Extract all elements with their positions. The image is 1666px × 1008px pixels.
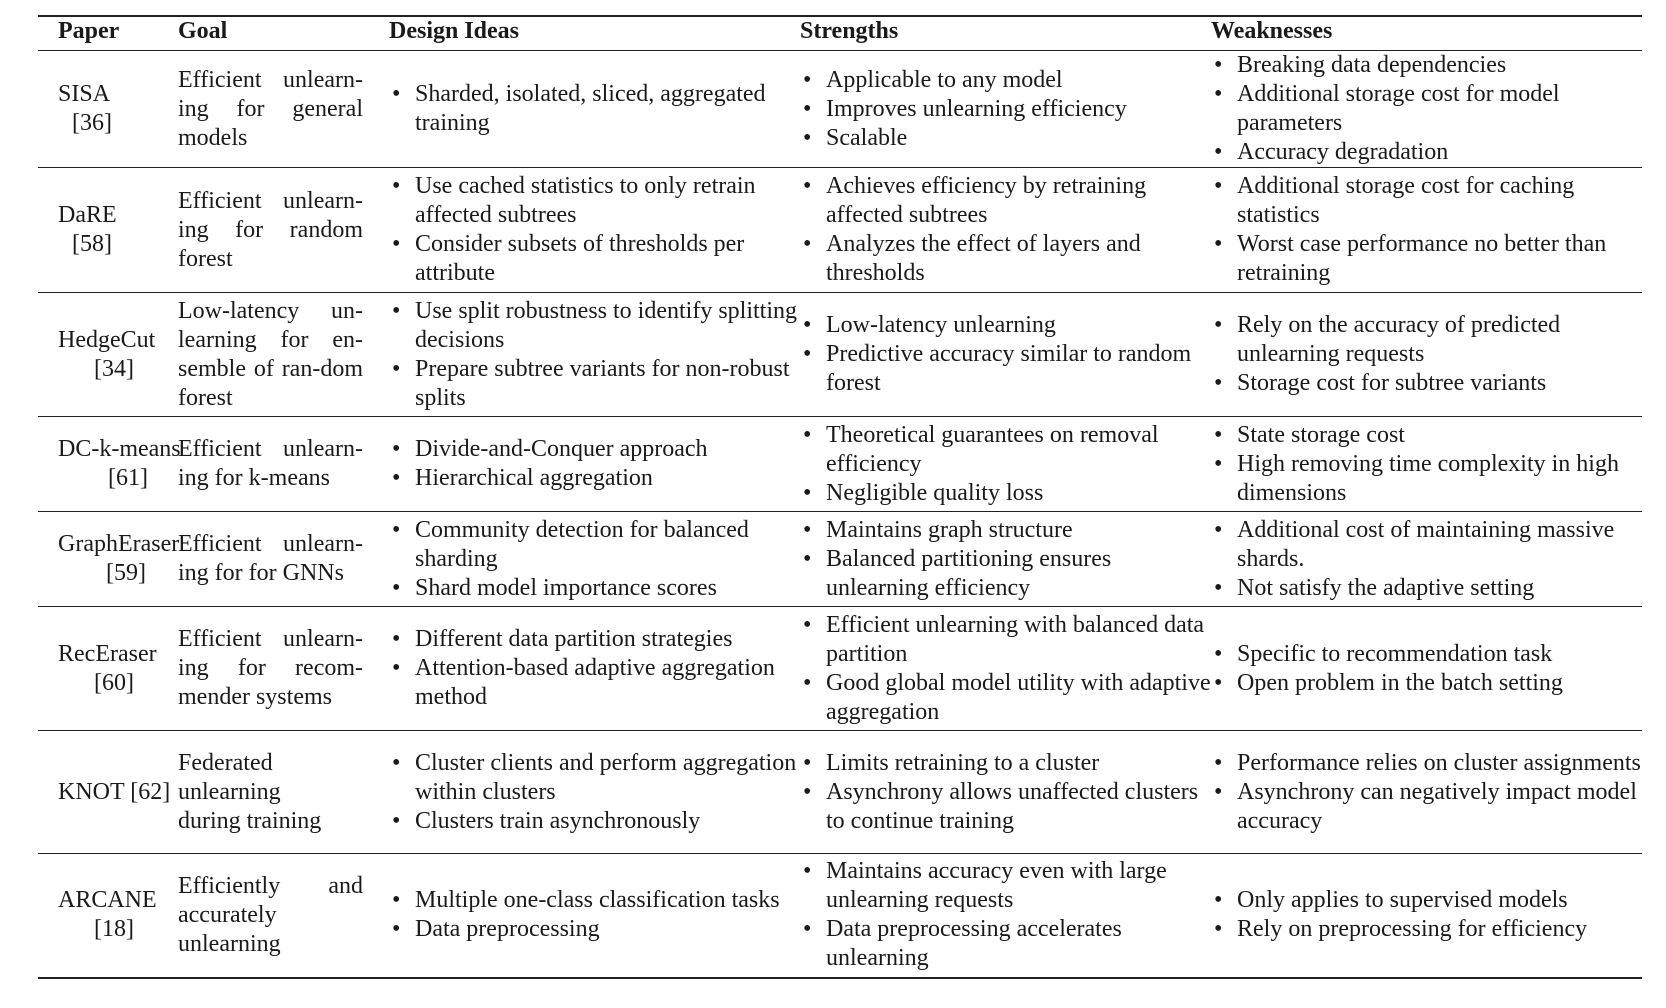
list-item: • Asynchrony allows unaffected clusters to continue training (800, 778, 1211, 836)
comparison-table-container (38, 15, 1642, 979)
strengths-list (800, 857, 1211, 973)
list-item: • High removing time complexity in high dimensions (1211, 450, 1642, 508)
paper-name: HedgeCut (58, 326, 156, 353)
list-item: • Attention-based adaptive aggregation method (389, 654, 800, 712)
list-item: • Consider subsets of thresholds per attribute (389, 230, 800, 288)
table-row (38, 168, 1642, 293)
weaknesses-cell (1211, 607, 1642, 731)
strengths-list (800, 611, 1211, 727)
header-goal: Goal (178, 16, 389, 51)
header-paper: Paper (38, 16, 178, 51)
list-item: • State storage cost (1211, 421, 1642, 450)
weaknesses-cell (1211, 168, 1642, 293)
comparison-table (38, 15, 1642, 979)
paper-reference: [59] (106, 560, 146, 586)
strengths-cell (800, 854, 1211, 978)
list-item: • Sharded, isolated, sliced, aggregated training (389, 80, 800, 138)
header-strengths: Strengths (800, 16, 1211, 51)
list-item: • Applicable to any model (800, 66, 1211, 95)
list-item: • Different data partition strategies (389, 625, 800, 654)
paper-cell (38, 512, 178, 607)
paper-reference: [18] (94, 916, 134, 943)
list-item: • Negligible quality loss (800, 479, 1211, 508)
list-item: • Cluster clients and perform aggregation within clusters (389, 749, 800, 807)
strengths-list (800, 421, 1211, 508)
list-item: • Data preprocessing accelerates unlearning (800, 915, 1211, 973)
paper-cell (38, 417, 181, 512)
strengths-cell (800, 512, 1211, 607)
goal-text: Low-latency un-learning for en-semble of ran-dom forest (178, 297, 363, 411)
list-item: • Low-latency unlearning (800, 311, 1211, 340)
list-item: • Predictive accuracy similar to random forest (800, 340, 1211, 398)
list-item: • Improves unlearning efficiency (800, 95, 1211, 124)
list-item: • Breaking data dependencies (1211, 51, 1642, 80)
design-ideas-list (389, 172, 800, 288)
list-item: • Rely on the accuracy of predicted unlearning requests (1211, 311, 1642, 369)
header-weaknesses: Weaknesses (1211, 16, 1642, 51)
list-item: • Scalable (800, 124, 1211, 153)
list-item: • Rely on preprocessing for efficiency (1211, 915, 1642, 944)
table-row (38, 512, 1642, 607)
strengths-cell (800, 607, 1211, 731)
weaknesses-list (1211, 640, 1642, 698)
weaknesses-list (1211, 311, 1642, 398)
paper-name: GraphEraser (58, 531, 180, 557)
design-ideas-cell (389, 512, 800, 607)
strengths-cell (800, 731, 1211, 854)
table-header-row (38, 16, 1642, 51)
list-item: • Divide-and-Conquer approach (389, 435, 800, 464)
paper-reference: [61] (108, 465, 148, 491)
list-item: • Shard model importance scores (389, 574, 800, 603)
list-item: • Theoretical guarantees on removal efficiency (800, 421, 1211, 479)
paper-name: KNOT [62] (58, 778, 171, 805)
table-row (38, 731, 1642, 854)
list-item: • Use cached statistics to only retrain affected subtrees (389, 172, 800, 230)
list-item: • Performance relies on cluster assignments (1211, 749, 1642, 778)
paper-cell (38, 51, 178, 168)
strengths-list (800, 311, 1211, 398)
strengths-cell (800, 168, 1211, 293)
list-item: • Hierarchical aggregation (389, 464, 800, 493)
design-ideas-cell (389, 731, 800, 854)
weaknesses-cell (1211, 512, 1642, 607)
strengths-cell (800, 51, 1211, 168)
list-item: • Maintains accuracy even with large unlearning requests (800, 857, 1211, 915)
design-ideas-list (389, 625, 800, 712)
paper-reference: [60] (94, 669, 134, 696)
paper-name: ARCANE (58, 887, 157, 914)
goal-cell (178, 417, 389, 512)
design-ideas-list (389, 886, 800, 944)
weaknesses-cell (1211, 854, 1642, 978)
goal-cell (178, 854, 389, 978)
paper-cell (38, 854, 178, 978)
table-row (38, 293, 1642, 417)
paper-cell (38, 731, 178, 854)
weaknesses-list (1211, 421, 1642, 508)
table-row (38, 607, 1642, 731)
weaknesses-list (1211, 749, 1642, 836)
weaknesses-cell (1211, 417, 1642, 512)
list-item: • Data preprocessing (389, 915, 800, 944)
goal-text: Efficient unlearn-ing for general models (178, 66, 363, 151)
weaknesses-cell (1211, 731, 1642, 854)
weaknesses-list (1211, 886, 1642, 944)
paper-name: DaRE (58, 202, 117, 228)
list-item: • Community detection for balanced sharding (389, 516, 800, 574)
table-row (38, 51, 1642, 168)
goal-text: Efficient unlearn-ing for random forest (178, 187, 363, 272)
goal-text: Efficient unlearn-ing for k-means (178, 436, 363, 491)
list-item: • Maintains graph structure (800, 516, 1211, 545)
list-item: • Multiple one-class classification tasks (389, 886, 800, 915)
goal-cell (178, 512, 389, 607)
design-ideas-cell (389, 854, 800, 978)
design-ideas-cell (389, 51, 800, 168)
list-item: • Efficient unlearning with balanced data partition (800, 611, 1211, 669)
list-item: • Worst case performance no better than retraining (1211, 230, 1642, 288)
weaknesses-cell (1211, 293, 1642, 417)
paper-name: SISA (58, 81, 111, 107)
strengths-list (800, 66, 1211, 153)
list-item: • Analyzes the effect of layers and thresholds (800, 230, 1211, 288)
paper-name: DC-k-means (58, 436, 181, 462)
list-item: • Good global model utility with adaptive aggregation (800, 669, 1211, 727)
list-item: • Balanced partitioning ensures unlearning efficiency (800, 545, 1211, 603)
header-design-ideas: Design Ideas (389, 16, 800, 51)
design-ideas-list (389, 749, 800, 836)
goal-cell (178, 293, 389, 417)
goal-text: Efficient unlearn-ing for for GNNs (178, 531, 363, 586)
paper-reference: [36] (72, 110, 112, 136)
list-item: • Additional cost of maintaining massive shards. (1211, 516, 1642, 574)
list-item: • Use split robustness to identify splitting decisions (389, 297, 800, 355)
list-item: • Open problem in the batch setting (1211, 669, 1642, 698)
list-item: • Clusters train asynchronously (389, 807, 800, 836)
list-item: • Achieves efficiency by retraining affected subtrees (800, 172, 1211, 230)
weaknesses-list (1211, 516, 1642, 603)
paper-name: RecEraser (58, 640, 157, 667)
list-item: • Specific to recommendation task (1211, 640, 1642, 669)
design-ideas-list (389, 435, 800, 493)
paper-cell (38, 293, 178, 417)
weaknesses-cell (1211, 51, 1642, 168)
goal-text: Federated unlearning during training (178, 749, 322, 834)
strengths-list (800, 749, 1211, 836)
goal-cell (178, 168, 389, 293)
goal-cell (178, 607, 389, 731)
design-ideas-list (389, 297, 800, 413)
goal-cell (178, 51, 389, 168)
goal-text: Efficient unlearn-ing for recom-mender systems (178, 626, 363, 710)
list-item: • Prepare subtree variants for non-robust splits (389, 355, 800, 413)
table-row (38, 854, 1642, 978)
list-item: • Additional storage cost for model parameters (1211, 80, 1642, 138)
list-item: • Storage cost for subtree variants (1211, 369, 1642, 398)
design-ideas-list (389, 80, 800, 138)
strengths-cell (800, 417, 1211, 512)
table-row (38, 417, 1642, 512)
strengths-list (800, 516, 1211, 603)
weaknesses-list (1211, 172, 1642, 288)
design-ideas-cell (389, 607, 800, 731)
list-item: • Accuracy degradation (1211, 138, 1642, 167)
list-item: • Additional storage cost for caching statistics (1211, 172, 1642, 230)
paper-cell (38, 607, 178, 731)
list-item: • Not satisfy the adaptive setting (1211, 574, 1642, 603)
list-item: • Only applies to supervised models (1211, 886, 1642, 915)
design-ideas-cell (389, 417, 800, 512)
design-ideas-cell (389, 293, 800, 417)
list-item: • Asynchrony can negatively impact model accuracy (1211, 778, 1642, 836)
design-ideas-list (389, 516, 800, 603)
paper-reference: [34] (94, 355, 134, 382)
goal-text: Efficiently and accurately unlearning (178, 872, 363, 957)
list-item: • Limits retraining to a cluster (800, 749, 1211, 778)
design-ideas-cell (389, 168, 800, 293)
table-body (38, 51, 1642, 978)
paper-cell (38, 168, 178, 293)
weaknesses-list (1211, 51, 1642, 167)
strengths-list (800, 172, 1211, 288)
goal-cell (178, 731, 389, 854)
paper-reference: [58] (72, 231, 112, 257)
strengths-cell (800, 293, 1211, 417)
